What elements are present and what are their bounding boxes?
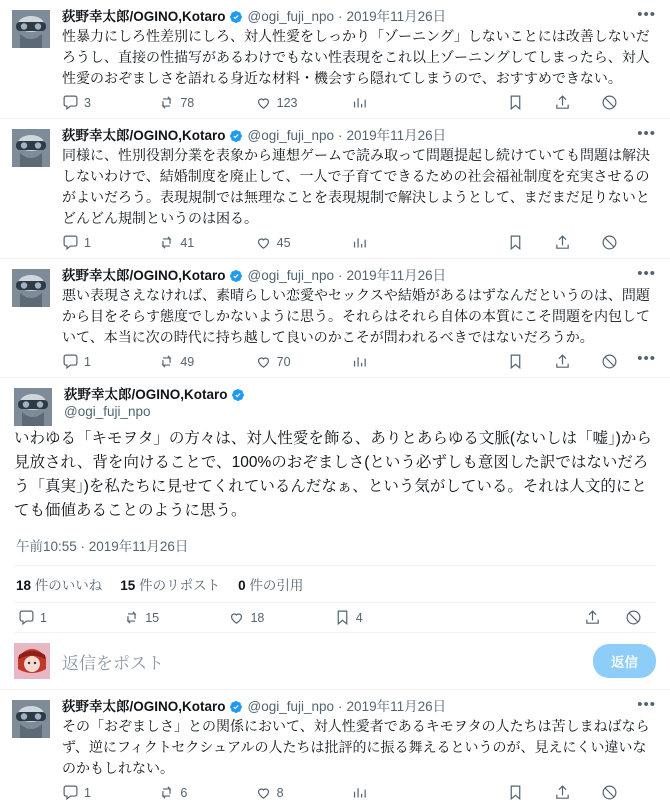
block-icon	[601, 94, 618, 111]
repost-count: 78	[180, 95, 195, 110]
author-name[interactable]: 荻野幸太郎/OGINO,Kotaro	[64, 387, 228, 402]
repost-icon	[158, 353, 175, 370]
focused-tweet-actions	[14, 603, 656, 633]
tweet-header	[62, 127, 658, 144]
repost-button[interactable]	[158, 94, 254, 111]
block-icon	[601, 784, 618, 801]
reply-button[interactable]	[62, 94, 158, 111]
like-button[interactable]	[228, 609, 333, 626]
current-user-avatar[interactable]	[14, 643, 50, 679]
tweet-header	[62, 267, 658, 284]
repost-icon	[158, 234, 175, 251]
like-count: 18	[250, 610, 265, 625]
like-icon	[255, 784, 272, 801]
focused-tweet-text: いわゆる「キモヲタ」の方々は、対人性愛を飾る、ありとあらゆる文脈(ないしは「嘘」)から見放され、背を向けることで、100%のおぞましさ(という必ずしも意図した訳ではないだろう「真実」)を私たちに見せてくれているんだなぁ、という気がしている。それは人文的にとても価値あることのように思う。	[14, 430, 652, 519]
verified-badge-icon	[229, 269, 243, 283]
secondary-actions	[507, 784, 618, 801]
block-icon	[601, 234, 618, 251]
tweet-timestamp: 午前10:55 · 2019年11月26日	[16, 539, 189, 554]
tweet-actions	[62, 784, 622, 801]
bookmark-button[interactable]	[507, 784, 524, 801]
tweet-date[interactable]: 2019年11月26日	[346, 699, 447, 714]
reply-count: 1	[84, 785, 91, 800]
reply-button[interactable]	[62, 234, 158, 251]
tweet-text: 同様に、性別役割分業を表象から連想ゲームで読み取って問題提起し続けていても問題は解決しないわけで、結婚制度を廃止して、一人で子育てできるための社会福祉制度を充実させるのがよいだろう。表現規制では無理なことを表現規制で解決しようとして、まだまだ足りないとどんどん規制というのは困る。	[62, 147, 650, 226]
quotes-label: 件の引用	[249, 578, 304, 593]
reply-button[interactable]	[62, 353, 158, 370]
tweet-header	[62, 698, 658, 715]
author-name[interactable]: 荻野幸太郎/OGINO,Kotaro	[62, 268, 226, 283]
avatar[interactable]	[12, 10, 50, 48]
tweet-body	[56, 127, 658, 256]
share-button[interactable]	[554, 353, 571, 370]
reply-icon	[62, 234, 79, 251]
tweet-body	[56, 267, 658, 375]
tweet-item[interactable]	[0, 690, 670, 808]
bookmark-button[interactable]	[507, 234, 524, 251]
author-handle[interactable]: @ogi_fuji_npo	[247, 268, 335, 283]
block-button[interactable]	[601, 353, 618, 370]
block-icon	[625, 609, 642, 626]
reply-button[interactable]	[62, 784, 158, 801]
tweet-actions	[62, 353, 622, 370]
views-icon	[351, 94, 368, 111]
reply-icon	[62, 94, 79, 111]
share-icon	[554, 94, 571, 111]
secondary-actions	[507, 94, 618, 111]
tweet-header	[62, 8, 658, 25]
reply-count: 1	[84, 235, 91, 250]
more-options-icon[interactable]: •••	[637, 265, 656, 282]
bookmark-button[interactable]	[507, 353, 524, 370]
author-handle[interactable]: @ogi_fuji_npo	[247, 9, 335, 24]
repost-count: 41	[180, 235, 195, 250]
tweet-date[interactable]: 2019年11月26日	[346, 268, 447, 283]
share-icon	[554, 353, 571, 370]
reposts-label: 件のリポスト	[139, 578, 221, 593]
like-icon	[255, 353, 272, 370]
reply-composer[interactable]	[0, 633, 670, 690]
tweet-text: 悪い表現さえなければ、素晴らしい恋愛やセックスや結婚があるはずなんだというのは、問題から目をそらす態度でしかないように思う。それらはそれら自体の本質にこそ問題を内包していて、本当に次の時代に持ち越して良いのかこそが問われるべきではないだろうか。	[62, 287, 650, 345]
tweet-body	[56, 698, 658, 806]
reply-count: 3	[84, 95, 91, 110]
views-icon	[351, 353, 368, 370]
verified-badge-icon	[231, 388, 245, 402]
repost-button[interactable]	[123, 609, 228, 626]
block-button[interactable]	[625, 609, 636, 626]
secondary-actions	[584, 609, 648, 626]
avatar[interactable]	[14, 388, 52, 426]
focused-tweet-header	[14, 386, 656, 426]
share-button[interactable]	[584, 609, 595, 626]
like-button[interactable]	[255, 234, 351, 251]
repost-icon	[123, 609, 140, 626]
more-options-icon[interactable]: •••	[637, 125, 656, 142]
more-options-icon[interactable]: •••	[637, 696, 656, 713]
reposts-count: 15	[120, 578, 136, 593]
author-line	[64, 386, 656, 403]
tweet-text: 性暴力にしろ性差別にしろ、対人性愛をしっかり「ゾーニング」しないことには改善しないだろうし、直接の性描写があるわけでもない性表現をこれ以上ゾーニングしてしまったら、対人性愛のおぞましさを語れる身近な材料・機会すら隠れてしまうので、おすすめできない。	[62, 28, 650, 86]
tweet-item[interactable]	[0, 0, 670, 119]
bookmark-button[interactable]	[334, 609, 439, 626]
reply-submit-button[interactable]: 返信	[593, 644, 656, 678]
author-handle[interactable]: @ogi_fuji_npo	[247, 699, 335, 714]
more-options-icon[interactable]: •••	[637, 350, 656, 367]
bookmark-icon	[334, 609, 351, 626]
tweet-item[interactable]	[0, 259, 670, 378]
repost-button[interactable]	[158, 784, 254, 801]
verified-badge-icon	[229, 10, 243, 24]
avatar-column	[12, 127, 56, 256]
avatar[interactable]	[12, 700, 50, 738]
author-handle[interactable]: @ogi_fuji_npo	[64, 404, 151, 419]
avatar-column	[12, 8, 56, 116]
like-button[interactable]	[255, 784, 351, 801]
tweet-date[interactable]: 2019年11月26日	[346, 9, 447, 24]
tweet-body	[56, 8, 658, 116]
avatar-column	[14, 386, 58, 426]
separator-dot: ·	[338, 268, 343, 283]
bookmark-icon	[507, 94, 524, 111]
separator-dot: ·	[338, 9, 343, 24]
like-icon	[255, 94, 272, 111]
likes-stat[interactable]	[16, 574, 102, 594]
reply-count: 1	[40, 610, 47, 625]
block-button[interactable]	[601, 94, 618, 111]
tweet-item[interactable]	[0, 119, 670, 259]
like-count: 123	[276, 95, 298, 110]
tweet-text: その「おぞましさ」との関係において、対人性愛者であるキモヲタの人たちは苦しまねばならず、逆にフィクトセクシュアルの人たちは批評的に振る舞えるというのが、見えにくい違いなのかもしれない。	[62, 718, 650, 776]
tweet-actions	[62, 94, 622, 111]
separator-dot: ·	[338, 699, 343, 714]
bookmark-icon	[507, 353, 524, 370]
verified-badge-icon	[229, 129, 243, 143]
tweet-stats	[14, 565, 656, 603]
share-icon	[554, 234, 571, 251]
repost-button[interactable]	[158, 234, 254, 251]
author-name[interactable]: 荻野幸太郎/OGINO,Kotaro	[62, 128, 226, 143]
like-button[interactable]	[255, 94, 351, 111]
share-button[interactable]	[554, 94, 571, 111]
repost-count: 15	[145, 610, 160, 625]
bookmark-button[interactable]	[507, 94, 524, 111]
share-icon	[584, 609, 601, 626]
author-name[interactable]: 荻野幸太郎/OGINO,Kotaro	[62, 9, 226, 24]
views-button[interactable]	[351, 94, 447, 111]
author-name[interactable]: 荻野幸太郎/OGINO,Kotaro	[62, 699, 226, 714]
secondary-actions	[507, 353, 618, 370]
repost-icon	[158, 784, 175, 801]
like-button[interactable]	[255, 353, 351, 370]
bookmark-icon	[507, 784, 524, 801]
reply-count: 1	[84, 354, 91, 369]
like-icon	[228, 609, 245, 626]
author-handle[interactable]: @ogi_fuji_npo	[247, 128, 335, 143]
share-icon	[554, 784, 571, 801]
focused-author-block	[58, 386, 656, 426]
separator-dot: ·	[338, 128, 343, 143]
views-button[interactable]	[351, 353, 447, 370]
repost-icon	[158, 94, 175, 111]
block-icon	[601, 353, 618, 370]
views-icon	[351, 234, 368, 251]
like-count: 70	[276, 354, 291, 369]
avatar-column	[12, 267, 56, 375]
views-icon	[351, 784, 368, 801]
like-count: 45	[276, 235, 291, 250]
reply-icon	[62, 784, 79, 801]
share-button[interactable]	[554, 784, 571, 801]
like-count: 8	[276, 785, 284, 800]
block-button[interactable]	[601, 784, 618, 801]
quotes-stat[interactable]	[238, 574, 303, 594]
avatar[interactable]	[12, 129, 50, 167]
likes-count: 18	[16, 578, 32, 593]
repost-button[interactable]	[158, 353, 254, 370]
like-icon	[255, 234, 272, 251]
views-button[interactable]	[351, 784, 447, 801]
tweet-date[interactable]: 2019年11月26日	[346, 128, 447, 143]
share-button[interactable]	[554, 234, 571, 251]
reply-input[interactable]: 返信をポスト	[62, 653, 164, 673]
repost-count: 49	[180, 354, 195, 369]
bookmark-count: 4	[355, 610, 363, 625]
verified-badge-icon	[229, 700, 243, 714]
avatar-column	[12, 698, 56, 806]
reply-button[interactable]	[18, 609, 123, 626]
secondary-actions	[507, 234, 618, 251]
more-options-icon[interactable]: •••	[637, 6, 656, 23]
reply-icon	[62, 353, 79, 370]
repost-count: 6	[180, 785, 188, 800]
bookmark-icon	[507, 234, 524, 251]
likes-label: 件のいいね	[34, 578, 103, 593]
reposts-stat[interactable]	[120, 574, 220, 594]
block-button[interactable]	[601, 234, 618, 251]
views-button[interactable]	[351, 234, 447, 251]
reply-icon	[18, 609, 35, 626]
quotes-count: 0	[238, 578, 246, 593]
tweet-actions	[62, 234, 622, 251]
avatar[interactable]	[12, 269, 50, 307]
